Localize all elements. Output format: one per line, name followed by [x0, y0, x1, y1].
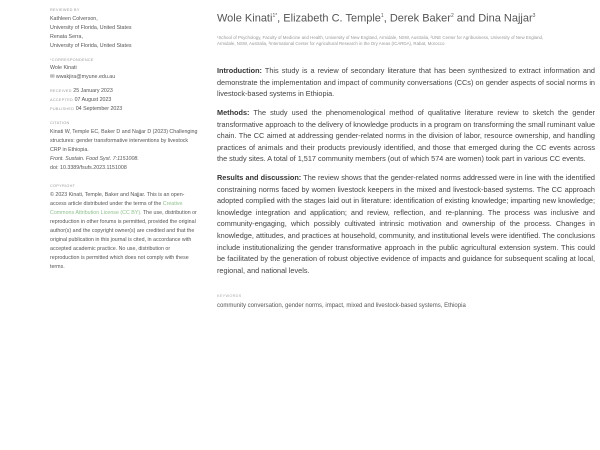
correspondence-section: [50, 56, 200, 83]
citation-label: CITATION: [50, 120, 70, 125]
author-sup: 1: [380, 13, 384, 19]
affiliations: ¹School of Psychology, Faculty of Medicine and Health, University of New England, Armidale, NSW, Australia, ²UNE Center for Agribusiness, University of New England, Armidale, NSW, Australia, ³International Center for Agricultural Research in the Dry Areas (ICARDA), Rabat, Morocco: [217, 34, 544, 47]
license-link[interactable]: Creative Commons Attribution License (CC BY).: [50, 201, 183, 217]
author-sup: 1*: [272, 13, 278, 19]
author-sup: 3: [532, 13, 536, 19]
citation-text: Kinati W, Temple EC, Baker D and Najjar D (2023) Challenging structures: gender transformative interventions by livestock CRP in Ethiopia.: [50, 128, 198, 153]
correspondence-email[interactable]: ✉ wwakjira@myune.edu.au: [50, 74, 116, 81]
dates-section: [50, 87, 200, 114]
reviewed-by-label: REVIEWED BY: [50, 8, 80, 12]
methods-text: The study used the phenomenological method of qualitative literature review to sketch the gender transformative approach to the delivery of knowledge products in a program on transforming the small ruminant value chain. The CC aimed at addressing gender-related norms in the division of labor, resource ownership, and handling practices of animals and their products previously identified, and those that emerged during the CC events across the study sites. A total of 1,517 community members (out of which 574 are women) took part in various CC events.: [217, 108, 596, 164]
abstract: [217, 65, 595, 276]
results-text: The review shows that the gender-related norms addressed were in line with the identified constraining norms faced by women livestock keepers in the mixed and livestock-based systems. The CC approach adopted complied with the stages laid out in literature: identification of existing knowledge; imparting new knowledge; knowledge integration and application; and review, reflection, and re-planning. The process was inclusive and community-engaging, which possibly cultivated intrinsic motivation and ownership of the process. Changes in knowledge, attitudes, and practices at household, community, and institutional levels were identified. The conclusions include institutionalizing the gender transformative approach in the public agricultural extension system. This could be facilitated by the generation of robust objective evidence of impacts and guidance for subsequent scaling at local, regional, and national levels.: [217, 173, 595, 275]
keywords-label: KEYWORDS: [217, 294, 242, 299]
methods-label: Methods:: [217, 108, 250, 118]
citation-journal: Front. Sustain. Food Syst. 7:1151008.: [50, 155, 139, 162]
accepted-date: 07 August 2023: [74, 97, 112, 104]
copyright-text-1: © 2023 Kinati, Temple, Baker and Najjar. This is an open-access article distributed under the terms of the: [50, 192, 185, 208]
article-info-sidebar: [50, 6, 200, 276]
author[interactable]: , Derek Baker: [383, 12, 451, 25]
received-label: RECEIVED: [50, 89, 72, 94]
introduction-text: This study is a review of secondary literature that has been synthesized to extract information and demonstrate the implementation and impact of community conversations (CCs) on gender aspects of social norms in livestock-based systems in Ethiopia.: [217, 66, 595, 99]
reviewed-by-section: [50, 6, 200, 51]
author[interactable]: Wole Kinati: [217, 12, 273, 25]
citation-doi[interactable]: doi: 10.3389/fsufs.2023.1151008: [50, 164, 127, 171]
copyright-label: COPYRIGHT: [50, 184, 76, 189]
published-label: PUBLISHED: [50, 107, 75, 112]
keywords: community conversation, gender norms, impact, mixed and livestock-based systems, Ethiopia: [217, 303, 466, 310]
copyright-section: [50, 182, 200, 271]
article-main: [217, 8, 595, 311]
abstract-introduction: [217, 65, 595, 100]
reviewer: Renata Serra,: [50, 33, 83, 40]
copyright-text: [50, 191, 200, 271]
copyright-text-2: The use, distribution or reproduction in other forums is permitted, provided the original author(s) and the copyright owner(s) are credited and that the original publication in this journal is cited, in accordance with accepted academic practice. No use, distribution or reproduction is permitted which does not comply with these terms.: [50, 210, 197, 270]
reviewer: Kathleen Colverson,: [50, 15, 98, 22]
introduction-label: Introduction:: [217, 66, 262, 76]
correspondence-name: Wole Kinati: [50, 65, 77, 72]
published-date: 04 September 2023: [75, 106, 123, 113]
received-date: 25 January 2023: [73, 88, 113, 95]
reviewer-affiliation: University of Florida, United States: [50, 42, 132, 49]
author[interactable]: , Elizabeth C. Temple: [277, 12, 381, 25]
author-sup: 2: [450, 13, 454, 19]
accepted-label: ACCEPTED: [50, 98, 74, 103]
results-label: Results and discussion:: [217, 173, 302, 182]
author[interactable]: and Dina Najjar: [453, 12, 533, 25]
abstract-methods: [217, 107, 595, 165]
abstract-results: [217, 172, 595, 276]
citation-section: [50, 119, 200, 172]
correspondence-label: *CORRESPONDENCE: [50, 57, 94, 62]
reviewer-affiliation: University of Florida, United States: [50, 24, 132, 31]
author-list: [217, 8, 595, 27]
